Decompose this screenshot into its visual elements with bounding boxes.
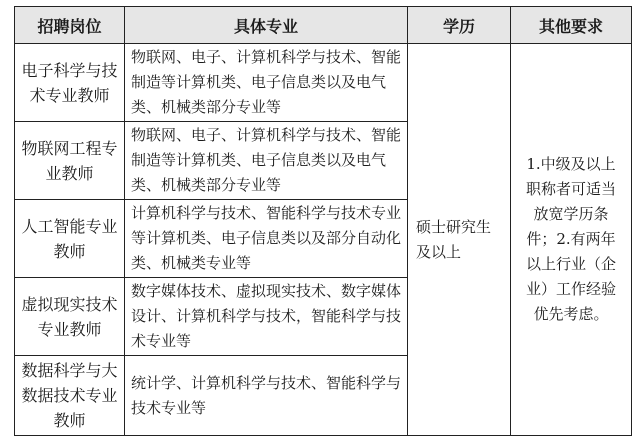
recruitment-table [14, 6, 632, 436]
other-requirements-cell [511, 44, 632, 436]
major-cell: 计算机科学与技术、智能科学与技术专业等计算机类、电子信息类以及部分自动化类、机械类专业等 [125, 200, 408, 278]
position-cell: 电子科学与技术专业教师 [15, 44, 125, 122]
header-education: 学历 [408, 7, 511, 44]
table-row [15, 44, 632, 122]
header-major: 具体专业 [125, 7, 408, 44]
major-cell: 物联网、电子、计算机科学与技术、智能制造等计算机类、电子信息类以及电气类、机械类部分专业等 [125, 122, 408, 200]
major-cell: 数字媒体技术、虚拟现实技术、数字媒体设计、计算机科学与技术，智能科学与技术专业等 [125, 278, 408, 356]
position-cell: 虚拟现实技术专业教师 [15, 278, 125, 356]
position-cell: 物联网工程专业教师 [15, 122, 125, 200]
position-cell: 人工智能专业教师 [15, 200, 125, 278]
major-cell: 统计学、计算机科学与技术、智能科学与技术专业等 [125, 356, 408, 436]
header-other-requirements: 其他要求 [511, 7, 632, 44]
education-cell: 硕士研究生及以上 [408, 44, 511, 436]
position-cell: 数据科学与大数据技术专业教师 [15, 356, 125, 436]
header-position: 招聘岗位 [15, 7, 125, 44]
major-cell: 物联网、电子、计算机科学与技术、智能制造等计算机类、电子信息类以及电气类、机械类部分专业等 [125, 44, 408, 122]
header-row [15, 7, 632, 44]
other-requirements-text: 1.中级及以上职称者可适当放宽学历条件；2.有两年以上行业（企业）工作经验优先考虑。 [525, 155, 616, 323]
